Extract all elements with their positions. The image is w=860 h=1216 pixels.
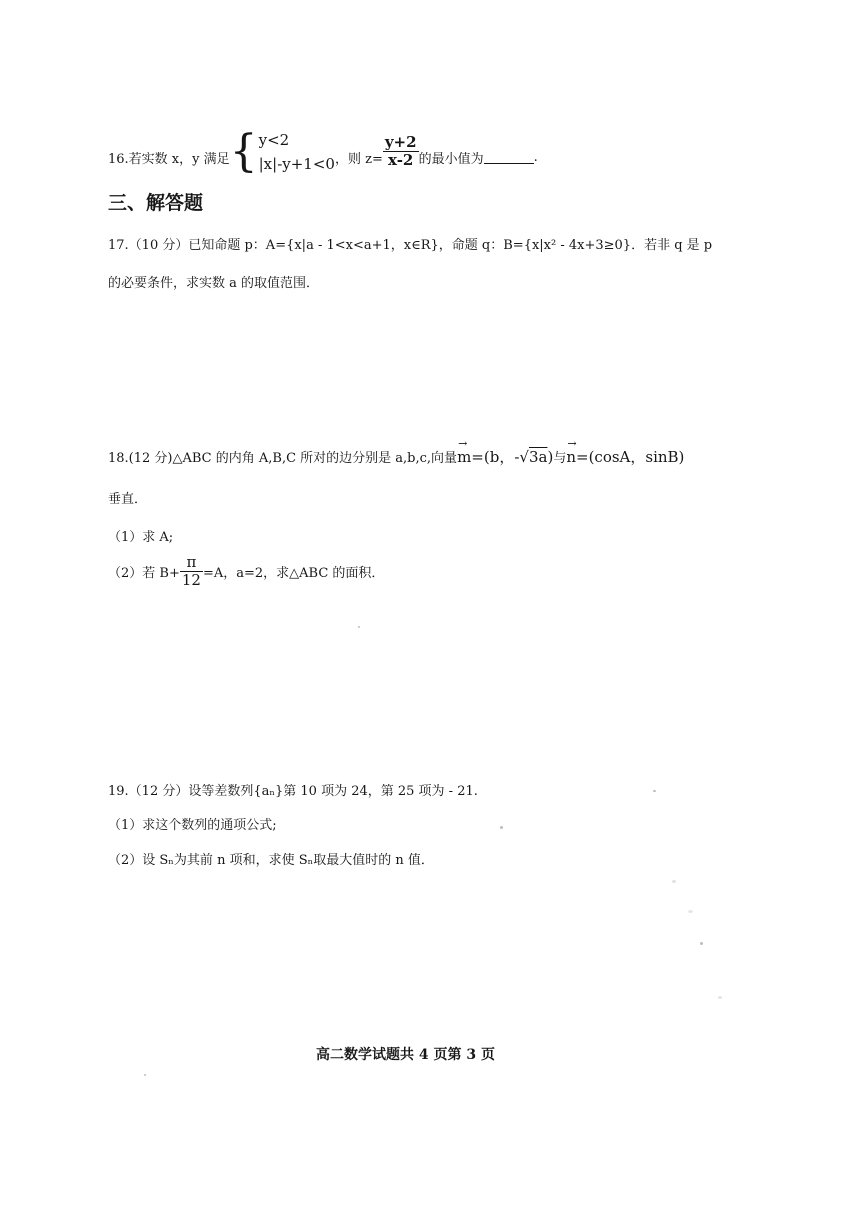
q16-numerator: y+2 — [384, 133, 417, 151]
scan-speck — [672, 880, 676, 883]
vector-n-label: n — [566, 448, 576, 466]
q18-with: 与 — [553, 451, 567, 466]
question-17-line-2: 的必要条件，求实数 a 的取值范围． — [108, 276, 320, 291]
q16-fraction — [383, 134, 419, 170]
question-18-line-2: 垂直． — [108, 492, 148, 507]
q16-condition-2: |x|-y+1<0 — [258, 155, 335, 173]
scan-speck — [358, 626, 360, 628]
q18-part2-prefix: （2）若 B+ — [108, 565, 180, 581]
question-18-line-1 — [108, 437, 685, 467]
question-17-line-1: 17.（10 分）已知命题 p：A={x|a - 1<x<a+1，x∈R}，命题 q：B={x|x² - 4x+3≥0}．若非 q 是 p — [108, 238, 713, 253]
vector-m-label: m — [457, 448, 472, 466]
sqrt-icon: √ — [519, 448, 529, 466]
scan-speck — [688, 910, 693, 913]
q16-prefix: 16.若实数 x，y 满足 — [108, 151, 230, 167]
q16-suffix: 的最小值为 — [418, 151, 484, 167]
q16-conditions — [259, 128, 335, 176]
scan-speck — [718, 996, 722, 999]
page-footer: 高二数学试题共 4 页第 3 页 — [316, 1047, 495, 1063]
scan-speck — [144, 1074, 146, 1076]
question-19-part-1: （1）求这个数列的通项公式; — [108, 818, 277, 833]
q18-prefix: 18.(12 分)△ABC 的内角 A,B,C 所对的边分别是 a,b,c,向量 — [108, 451, 458, 466]
q16-mid: ，则 z= — [334, 151, 383, 167]
question-18-part-2 — [108, 554, 384, 588]
scan-speck — [653, 790, 656, 792]
sqrt-value: 3a — [528, 448, 548, 466]
question-16 — [108, 120, 538, 184]
q18-fraction — [180, 554, 203, 588]
q18-denominator: 12 — [181, 570, 201, 589]
scan-speck — [500, 826, 503, 829]
system-brace: { — [229, 126, 258, 177]
q16-condition-1: y<2 — [258, 131, 290, 149]
vector-m-close: ) — [547, 448, 554, 466]
vector-arrow-icon: → — [567, 437, 577, 450]
vector-n-value: =(cosA，sinB) — [576, 448, 685, 466]
q18-numerator: π — [186, 553, 197, 571]
answer-blank — [484, 162, 534, 164]
vector-arrow-icon: → — [458, 437, 468, 450]
vector-m-value: =(b，- — [471, 448, 520, 466]
question-19-part-2: （2）设 Sₙ为其前 n 项和，求使 Sₙ取最大值时的 n 值． — [108, 853, 434, 868]
vector-m — [457, 437, 472, 466]
question-19-line-1: 19.（12 分）设等差数列{aₙ}第 10 项为 24，第 25 项为 - 21. — [108, 784, 478, 799]
vector-n — [566, 437, 577, 466]
section-title: 三、解答题 — [108, 192, 204, 214]
scan-speck — [700, 942, 703, 945]
q16-end: . — [533, 149, 538, 165]
q18-part2-suffix: =A，a=2，求△ABC 的面积． — [202, 565, 385, 581]
question-18-part-1: （1）求 A; — [108, 530, 174, 545]
q16-denominator: x-2 — [383, 151, 419, 169]
